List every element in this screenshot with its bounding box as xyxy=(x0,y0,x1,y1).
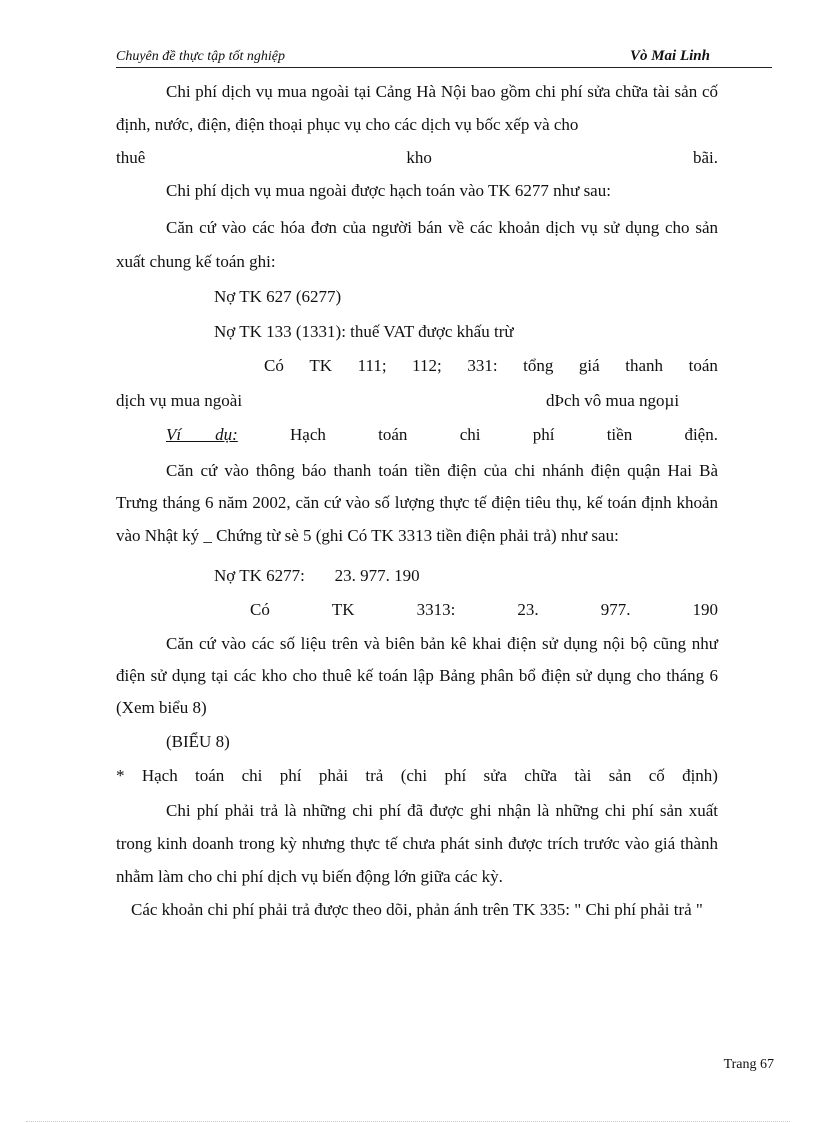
word: cố xyxy=(648,765,665,785)
word: 112; xyxy=(412,356,442,376)
word: phí xyxy=(444,765,467,785)
word: (chi xyxy=(400,765,428,785)
word: 977. xyxy=(600,600,631,620)
header-author: Vò Mai Linh xyxy=(629,48,710,64)
word: 111; xyxy=(357,356,387,376)
word: Có xyxy=(250,600,270,620)
entry-debit-6277: Nợ TK 6277: 23. 977. 190 xyxy=(214,565,420,585)
word: phí xyxy=(532,425,555,445)
word: phí xyxy=(279,765,302,785)
header-title: Chuyên đề thực tập tốt nghiệp xyxy=(116,49,285,64)
word: TK xyxy=(331,600,355,620)
word: thuê xyxy=(116,147,146,167)
entry-credit-3313 xyxy=(116,593,718,628)
word: bãi. xyxy=(692,147,718,167)
word: toán xyxy=(195,765,225,785)
word: chữa xyxy=(524,765,558,785)
word: Hạch xyxy=(290,425,326,445)
document-body xyxy=(116,76,718,927)
page-number: Trang 67 xyxy=(723,1057,774,1072)
word: định) xyxy=(682,765,718,785)
word: toán xyxy=(378,425,408,445)
paragraph-accrued: Chi phí phải trả là những chi phí đã được ghi nhận là những chi phí sản xuất trong kinh doanh trong kỳ nhưng thực tế chưa phát sinh được trích trước vào giá thành nhằm làm cho chi phí dịch vụ biến động lớn giữa các kỳ. xyxy=(116,800,718,886)
word: điện. xyxy=(684,425,718,445)
word: chi xyxy=(459,425,481,445)
word: Có xyxy=(264,356,284,376)
word: kho xyxy=(406,147,432,167)
entry-credit-111 xyxy=(116,349,718,384)
word: toán xyxy=(688,356,718,376)
example-line xyxy=(116,418,718,453)
word: 23. xyxy=(517,600,539,620)
bieu-label: (BIỂU 8) xyxy=(166,731,230,751)
entry-debit-627: Nợ TK 627 (6277) xyxy=(214,287,342,307)
word: tổng xyxy=(523,356,554,376)
word: sửa xyxy=(483,765,507,785)
word: 190 xyxy=(692,600,718,620)
entry-credit-continuation xyxy=(116,384,718,419)
word: 331: xyxy=(467,356,498,376)
bullet-icon: * xyxy=(116,765,125,785)
word: sản xyxy=(608,765,632,785)
page-bottom-divider xyxy=(26,1121,790,1122)
paragraph-services-last-line xyxy=(116,142,718,175)
word: 3313: xyxy=(416,600,456,620)
paragraph-invoices: Căn cứ vào các hóa đơn của người bán về các khoản dịch vụ sử dụng cho sản xuất chung kế toán ghi: xyxy=(116,218,718,271)
word: Hạch xyxy=(141,765,178,785)
word: chi xyxy=(241,765,263,785)
word: TK xyxy=(309,356,333,376)
paragraph-allocation: Căn cứ vào các số liệu trên và biên bản kê khai điện sử dụng nội bộ cũng như điện sử dụng tại các kho cho thuê kế toán lập Bảng phân bổ điện sử dụng cho tháng 6 (Xem biểu 8) xyxy=(116,633,718,718)
paragraph-tk335: Các khoản chi phí phải trả được theo dõi, phản ánh trên TK 335: " Chi phí phải trả " xyxy=(131,900,703,920)
word: tài xyxy=(574,765,592,785)
continuation-right: dÞch vô mua ngoµi xyxy=(546,390,680,410)
word: thanh xyxy=(625,356,664,376)
word: trả xyxy=(365,765,384,785)
paragraph-electricity: Căn cứ vào thông báo thanh toán tiền điện của chi nhánh điện quận Hai Bà Trưng tháng 6 năm 2002, căn cứ vào số lượng thực tế điện tiêu thụ, kế toán định khoản vào Nhật ký _ Chứng từ sè 5 (ghi Có TK 3313 tiền điện phải trả) như sau: xyxy=(116,460,718,546)
entry-debit-133: Nợ TK 133 (1331): thuế VAT được khấu trừ xyxy=(214,321,514,341)
word: phải xyxy=(318,765,349,785)
paragraph-services: Chi phí dịch vụ mua ngoài tại Cảng Hà Nội bao gồm chi phí sửa chữa tài sản cố định, nước, điện, điện thoại phục vụ cho các dịch vụ bốc xếp và cho xyxy=(116,82,718,134)
paragraph-accounting: Chi phí dịch vụ mua ngoài được hạch toán vào TK 6277 như sau: xyxy=(166,181,611,201)
bullet-heading xyxy=(116,758,718,794)
word: giá xyxy=(578,356,600,376)
example-label: Ví dụ: xyxy=(166,425,238,445)
page-header xyxy=(116,47,772,68)
word: tiền xyxy=(606,425,633,445)
continuation-left: dịch vụ mua ngoài xyxy=(116,390,243,410)
